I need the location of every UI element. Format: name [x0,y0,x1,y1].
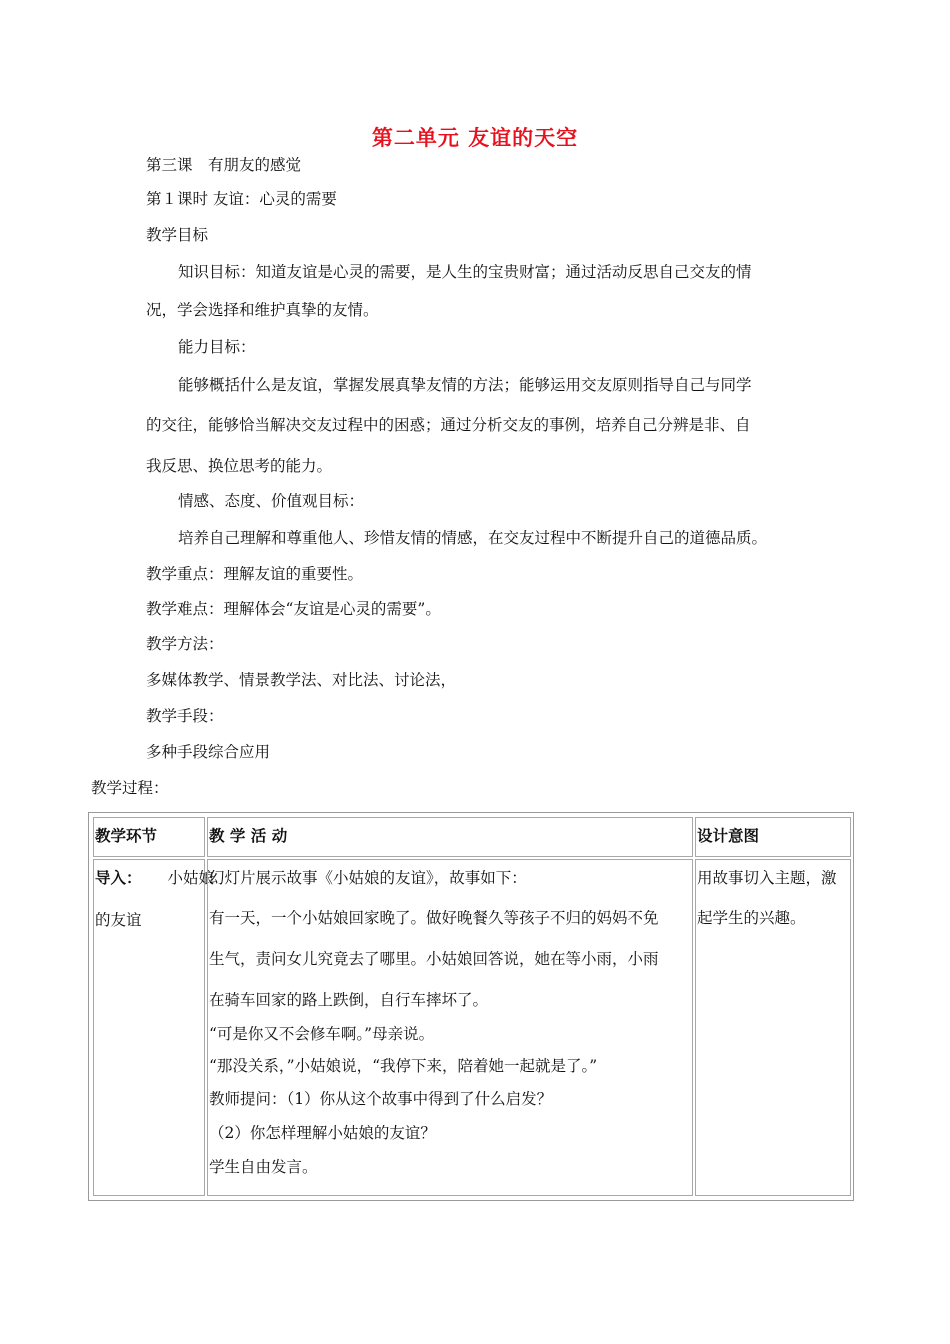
process-table-grid [91,815,853,1198]
lesson-title: 第三课 有朋友的感觉 [146,156,302,174]
intent-line-1: 用故事切入主题，激 [697,869,837,887]
activity-line: 在骑车回家的路上跌倒，自行车摔坏了。 [209,991,489,1009]
emotion-goal-line-1: 培养自己理解和尊重他人、珍惜友情的情感，在交友过程中不断提升自己的道德品质。 [178,529,768,547]
period-title: 第１课时 友谊：心灵的需要 [146,190,337,208]
means-heading: 教学手段： [146,707,224,725]
activity-line: “那没关系，”小姑娘说，“我停下来，陪着她一起就是了。” [209,1057,598,1075]
activity-cell [207,859,693,1196]
table-row [93,859,851,1196]
activity-line: 有一天，一个小姑娘回家晚了。做好晚餐久等孩子不归的妈妈不免 [209,909,659,927]
stage-text-1: 小姑娘 [167,869,215,887]
table-header-row [93,817,851,857]
header-activity [207,817,693,857]
emotion-goal-heading: 情感、态度、价值观目标： [178,492,365,510]
header-intent-label: 设计意图 [697,827,760,845]
objectives-heading: 教学目标 [146,226,209,244]
header-intent [695,817,851,857]
stage-text-2: 的友谊 [95,911,142,929]
activity-line: （2）你怎样理解小姑娘的友谊？ [209,1124,436,1142]
process-heading: 教学过程： [91,779,169,797]
stage-line-1 [95,868,214,888]
header-stage-label: 教学环节 [95,827,158,845]
header-stage [93,817,205,857]
difficult-point: 教学难点：理解体会“友谊是心灵的需要”。 [146,600,441,618]
means-text: 多种手段综合应用 [146,743,271,761]
ability-goal-line-2: 的交往，能够恰当解决交友过程中的困惑；通过分析交友的事例，培养自己分辨是非、自 [146,416,751,434]
stage-label: 导入： [95,869,142,887]
document-title: 第二单元 友谊的天空 [371,126,579,150]
teaching-process-table [88,812,854,1201]
ability-goal-line-3: 我反思、换位思考的能力。 [146,457,333,475]
method-text: 多媒体教学、情景教学法、对比法、讨论法， [146,671,457,689]
ability-goal-line-1: 能够概括什么是友谊，掌握发展真挚友情的方法；能够运用交友原则指导自己与同学 [178,376,752,394]
method-heading: 教学方法： [146,635,224,653]
ability-goal-heading: 能力目标： [178,338,256,356]
activity-line: 学生自由发言。 [209,1158,318,1176]
activity-line: “可是你又不会修车啊。”母亲说。 [209,1025,435,1043]
activity-line: 教师提问：（1）你从这个故事中得到了什么启发？ [209,1090,553,1108]
intent-cell [695,859,851,1196]
activity-line: 幻灯片展示故事《小姑娘的友谊》，故事如下： [209,869,527,887]
activity-line: 生气，责问女儿究竟去了哪里。小姑娘回答说，她在等小雨，小雨 [209,950,659,968]
stage-cell [93,859,215,1196]
knowledge-goal-line-2: 况，学会选择和维护真挚的友情。 [146,301,379,319]
knowledge-goal-line-1: 知识目标：知道友谊是心灵的需要，是人生的宝贵财富；通过活动反思自己交友的情 [178,263,752,281]
intent-line-2: 起学生的兴趣。 [697,909,806,927]
header-activity-label: 教 学 活 动 [209,827,288,845]
key-point: 教学重点：理解友谊的重要性。 [146,565,364,583]
